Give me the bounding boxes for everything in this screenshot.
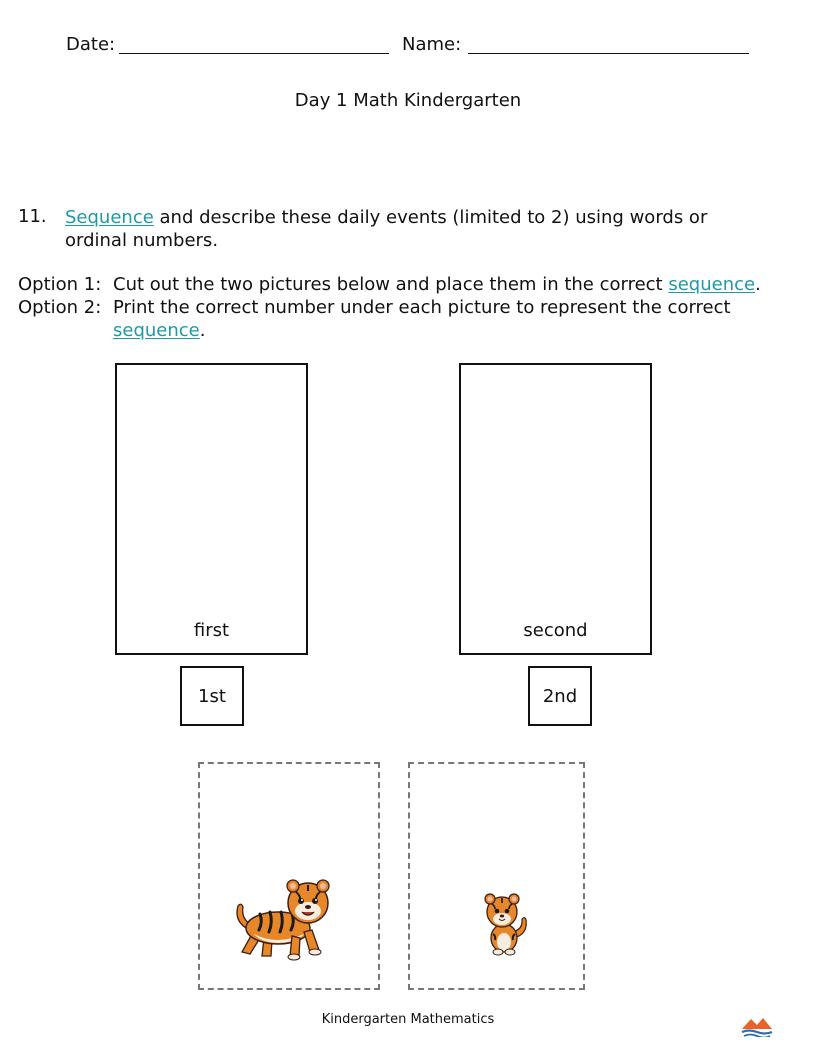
date-blank-line[interactable] — [119, 53, 389, 54]
date-label: Date: — [66, 34, 116, 55]
publisher-logo-icon — [740, 1015, 774, 1037]
option-1-sequence-link[interactable]: sequence — [668, 274, 756, 295]
cutout-box-adult-tiger[interactable] — [198, 762, 380, 990]
question-text — [65, 206, 765, 252]
footer-text: Kindergarten Mathematics — [321, 1012, 495, 1027]
card-word-first: first — [193, 620, 230, 641]
card-word-second: second — [523, 620, 588, 641]
option-1-label: Option 1: — [18, 274, 102, 295]
option-1-text-before: Cut out the two pictures below and place them in the correct — [113, 274, 669, 295]
tiger-cub-picture — [468, 890, 538, 960]
name-label: Name: — [402, 34, 462, 55]
question-text-rest: and describe these daily events (limited to 2) using words or ordinal numbers. — [65, 207, 708, 251]
option-1-text-after: . — [755, 274, 761, 295]
option-2-label: Option 2: — [18, 297, 102, 318]
option-2-text — [113, 296, 763, 342]
sequence-link[interactable]: Sequence — [65, 207, 154, 228]
option-2-text-before: Print the correct number under each picture to represent the correct — [113, 297, 731, 318]
adult-tiger-picture — [230, 876, 350, 976]
option-1-text — [113, 273, 763, 296]
question-number: 11. — [18, 206, 47, 227]
option-2-sequence-link[interactable]: sequence — [113, 320, 200, 341]
name-blank-line[interactable] — [468, 53, 749, 54]
placement-card-second[interactable] — [459, 363, 652, 655]
ordinal-box-first: 1st — [180, 666, 244, 726]
cutout-box-tiger-cub[interactable] — [408, 762, 585, 990]
placement-card-first[interactable] — [115, 363, 308, 655]
page-title: Day 1 Math Kindergarten — [294, 90, 522, 111]
ordinal-box-second: 2nd — [528, 666, 592, 726]
option-2-text-after: . — [199, 320, 206, 341]
